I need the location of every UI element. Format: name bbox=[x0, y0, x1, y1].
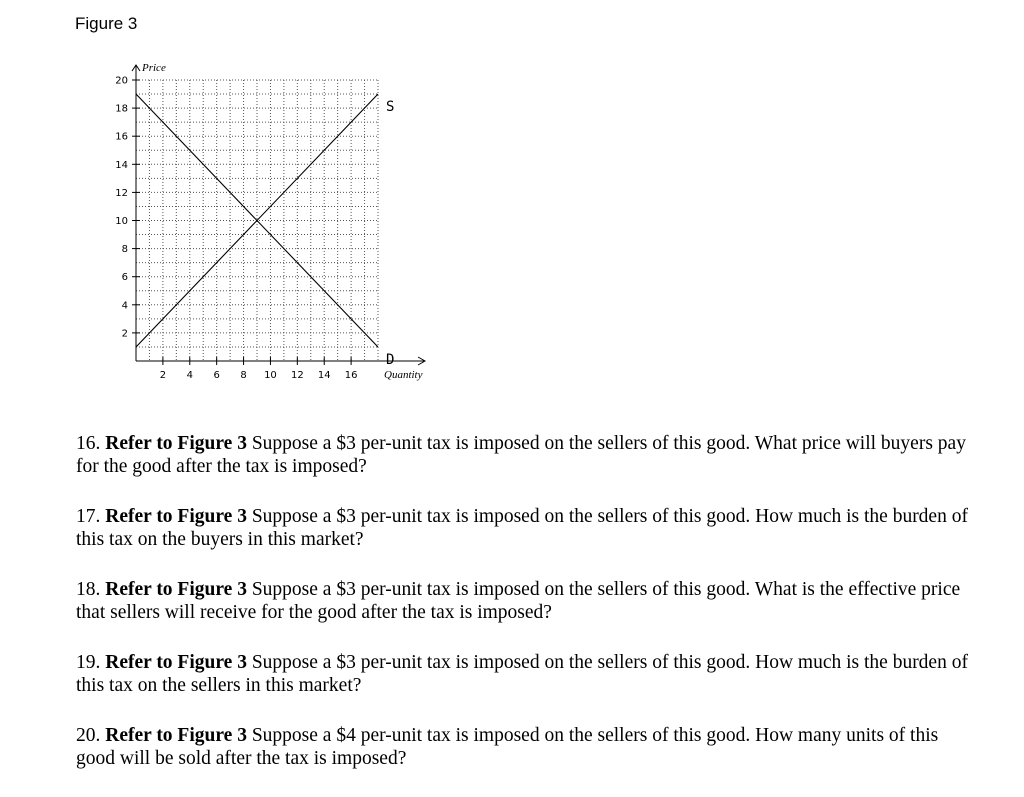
question-number: 18. bbox=[76, 579, 101, 600]
x-tick-label: 10 bbox=[264, 370, 277, 381]
y-tick-label: 14 bbox=[115, 159, 128, 171]
question-18 bbox=[76, 578, 976, 624]
curve-label-s: S bbox=[386, 99, 395, 116]
x-tick-label: 2 bbox=[159, 370, 167, 381]
question-text: Suppose a $3 per-unit tax is imposed on the sellers of this good. How much is the burden of this tax on the buyers in this market? bbox=[76, 506, 968, 550]
y-tick-label: 6 bbox=[121, 272, 128, 284]
x-tick-label: 12 bbox=[290, 370, 304, 381]
question-reference: Refer to Figure 3 bbox=[105, 579, 247, 600]
question-text: Suppose a $4 per-unit tax is imposed on the sellers of this good. How many units of this good will be sold after the tax is imposed? bbox=[76, 725, 939, 769]
question-19 bbox=[76, 651, 976, 697]
question-16 bbox=[76, 432, 976, 478]
question-number: 20. bbox=[76, 725, 101, 746]
x-tick-label: 16 bbox=[344, 370, 358, 381]
question-number: 19. bbox=[76, 652, 101, 673]
question-reference: Refer to Figure 3 bbox=[105, 506, 247, 527]
question-reference: Refer to Figure 3 bbox=[105, 433, 247, 454]
x-axis-title: Quantity bbox=[384, 369, 423, 381]
y-tick-label: 16 bbox=[115, 131, 128, 143]
x-tick-label: 14 bbox=[317, 370, 331, 381]
question-list bbox=[76, 432, 976, 797]
x-tick-label: 8 bbox=[240, 370, 247, 381]
question-number: 16. bbox=[76, 433, 101, 454]
x-tick-label: 4 bbox=[186, 370, 193, 381]
y-tick-label: 10 bbox=[115, 216, 128, 227]
question-text: Suppose a $3 per-unit tax is imposed on the sellers of this good. How much is the burden of this tax on the sellers in this market? bbox=[76, 652, 968, 696]
y-tick-label: 18 bbox=[115, 103, 128, 115]
x-tick-label: 6 bbox=[213, 370, 220, 381]
question-17 bbox=[76, 505, 976, 551]
figure-title: Figure 3 bbox=[75, 14, 138, 33]
question-number: 17. bbox=[76, 506, 101, 527]
y-tick-label: 4 bbox=[121, 300, 128, 312]
y-tick-label: 12 bbox=[115, 187, 128, 199]
question-reference: Refer to Figure 3 bbox=[105, 725, 247, 746]
y-tick-label: 2 bbox=[121, 328, 128, 340]
y-tick-label: 8 bbox=[121, 244, 128, 256]
supply-demand-chart bbox=[95, 58, 435, 388]
question-20 bbox=[76, 724, 976, 770]
question-text: Suppose a $3 per-unit tax is imposed on the sellers of this good. What price will buyers pay for the good after the tax is imposed? bbox=[76, 433, 966, 477]
question-reference: Refer to Figure 3 bbox=[105, 652, 247, 673]
y-tick-label: 20 bbox=[115, 75, 128, 87]
question-text: Suppose a $3 per-unit tax is imposed on the sellers of this good. What is the effective price that sellers will receive for the good after the tax is imposed? bbox=[76, 579, 961, 623]
curve-label-d: D bbox=[386, 351, 395, 368]
y-axis-title: Price bbox=[142, 62, 166, 74]
